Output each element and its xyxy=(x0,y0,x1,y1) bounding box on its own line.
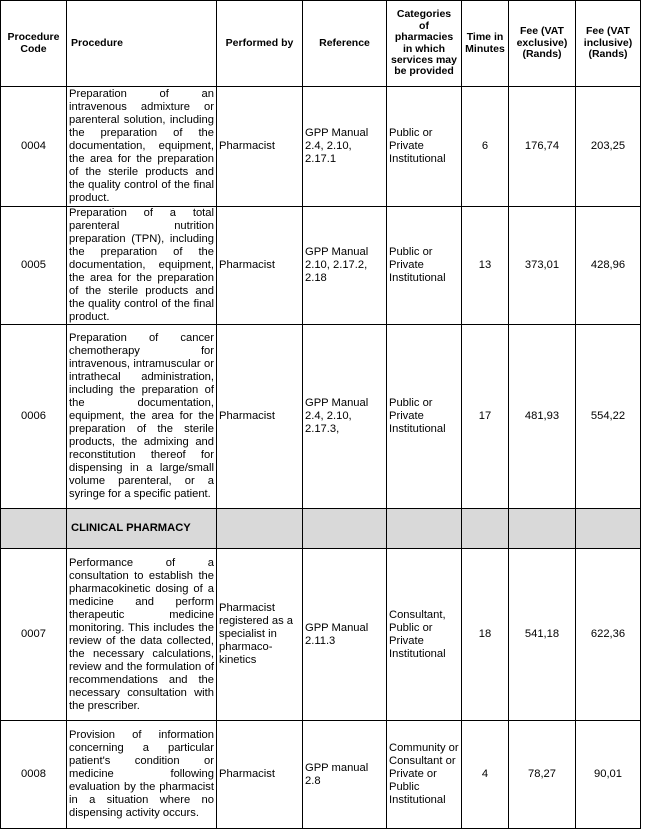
fee-vat-exclusive: 176,74 xyxy=(509,87,576,207)
performed-by: Pharmacist xyxy=(217,207,303,325)
performed-by: Pharmacist xyxy=(217,87,303,207)
header-fee-excl: Fee (VAT exclusive) (Rands) xyxy=(509,1,576,87)
performed-by: Pharmacist xyxy=(217,721,303,829)
procedure-code: 0004 xyxy=(1,87,67,207)
section-empty-cell xyxy=(217,509,303,549)
reference: GPP Manual 2.4, 2.10, 2.17.3, xyxy=(303,325,387,509)
time-minutes: 18 xyxy=(462,549,509,721)
time-minutes: 6 xyxy=(462,87,509,207)
fee-vat-exclusive: 541,18 xyxy=(509,549,576,721)
fee-vat-exclusive: 481,93 xyxy=(509,325,576,509)
fee-vat-inclusive: 554,22 xyxy=(576,325,641,509)
procedure-description: Preparation of an intravenous admixture or parenteral solution, including the preparation of the documentation, equipment, the area for the preparation of the sterile products and the quality control of the final product. xyxy=(67,87,217,207)
procedure-description: Provision of information concerning a particular patient's condition or medicine following evaluation by the pharmacist in a situation where no dispensing activity occurs. xyxy=(67,721,217,829)
section-empty-cell xyxy=(462,509,509,549)
section-empty-cell xyxy=(303,509,387,549)
section-empty-cell xyxy=(509,509,576,549)
reference: GPP manual 2.8 xyxy=(303,721,387,829)
header-categories: Categories of pharmacies in which services may be provided xyxy=(387,1,462,87)
section-empty-cell xyxy=(576,509,641,549)
categories: Community or Consultant or Private or Public Institutional xyxy=(387,721,462,829)
categories: Consultant, Public or Private Institutional xyxy=(387,549,462,721)
fee-vat-inclusive: 203,25 xyxy=(576,87,641,207)
fee-vat-exclusive: 373,01 xyxy=(509,207,576,325)
procedure-code: 0005 xyxy=(1,207,67,325)
time-minutes: 4 xyxy=(462,721,509,829)
categories: Public or Private Institutional xyxy=(387,325,462,509)
procedure-description: Preparation of cancer chemotherapy for intravenous, intramuscular or intrathecal administration, including the preparation of the documentation, equipment, the area for the preparation of the sterile products, the admixing and reconstitution thereof for dispensing in a large/small volume parenteral, or a syringe for a specific patient. xyxy=(67,325,217,509)
fee-vat-inclusive: 622,36 xyxy=(576,549,641,721)
table-row xyxy=(1,87,641,207)
fee-vat-exclusive: 78,27 xyxy=(509,721,576,829)
table-row xyxy=(1,549,641,721)
categories: Public or Private Institutional xyxy=(387,207,462,325)
procedure-code: 0007 xyxy=(1,549,67,721)
fee-vat-inclusive: 428,96 xyxy=(576,207,641,325)
categories: Public or Private Institutional xyxy=(387,87,462,207)
reference: GPP Manual 2.11.3 xyxy=(303,549,387,721)
header-reference: Reference xyxy=(303,1,387,87)
fee-vat-inclusive: 90,01 xyxy=(576,721,641,829)
procedure-description: Performance of a consultation to establish the pharmacokinetic dosing of a medicine and perform therapeutic medicine monitoring. This includes the review of the data collected, the necessary calculations, review and the formulation of recommendations and the necessary consultation with the prescriber. xyxy=(67,549,217,721)
header-procedure: Procedure xyxy=(67,1,217,87)
header-time: Time in Minutes xyxy=(462,1,509,87)
table-row xyxy=(1,207,641,325)
header-row xyxy=(1,1,641,87)
performed-by: Pharmacist registered as a specialist in pharmaco-kinetics xyxy=(217,549,303,721)
section-row xyxy=(1,509,641,549)
header-fee-incl: Fee (VAT inclusive) (Rands) xyxy=(576,1,641,87)
time-minutes: 17 xyxy=(462,325,509,509)
procedure-code: 0008 xyxy=(1,721,67,829)
table-row xyxy=(1,325,641,509)
section-empty-cell xyxy=(387,509,462,549)
procedure-description: Preparation of a total parenteral nutrition preparation (TPN), including the preparation of the documentation, equipment, the area for the preparation of the sterile products and the quality control of the final product. xyxy=(67,207,217,325)
reference: GPP Manual 2.10, 2.17.2, 2.18 xyxy=(303,207,387,325)
time-minutes: 13 xyxy=(462,207,509,325)
section-empty-cell xyxy=(1,509,67,549)
section-title: CLINICAL PHARMACY xyxy=(67,509,217,549)
header-procedure-code: Procedure Code xyxy=(1,1,67,87)
header-performed-by: Performed by xyxy=(217,1,303,87)
table-row xyxy=(1,721,641,829)
reference: GPP Manual 2.4, 2.10, 2.17.1 xyxy=(303,87,387,207)
performed-by: Pharmacist xyxy=(217,325,303,509)
procedure-code: 0006 xyxy=(1,325,67,509)
